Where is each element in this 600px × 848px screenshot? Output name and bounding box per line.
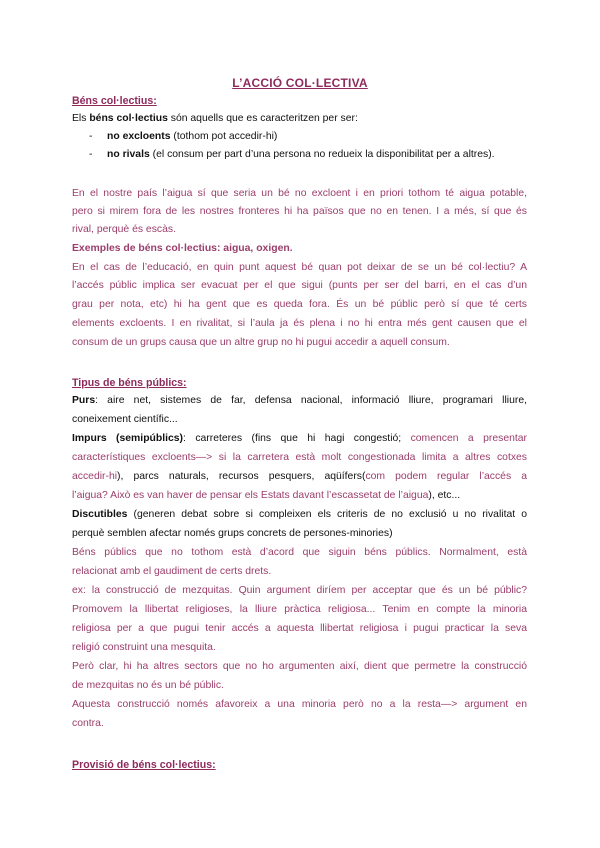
discutibles-label: Discutibles bbox=[72, 509, 128, 520]
impurs-line bbox=[72, 433, 527, 444]
bullet-text: (el consum per part d’una persona no redueix la disponibilitat per a altres). bbox=[149, 149, 495, 160]
paragraph-line: pero si mirem fora de les nostres fronteres hi ha països que no en tenen. I a més, sí que és bbox=[72, 206, 527, 217]
paragraph-line: ex: la construcció de mezquitas. Quin argument diríem per acceptar que és un bé públic? bbox=[72, 585, 527, 596]
section-heading-tipus: Tipus de béns públics: bbox=[72, 377, 187, 389]
intro-pre: Els bbox=[72, 113, 90, 124]
paragraph-line: l’accés públic implica ser evacuat per el que sigui (punts per ser del barri, en el cas d’un bbox=[72, 280, 527, 291]
impurs-text: ), etc... bbox=[428, 490, 461, 501]
paragraph-line: contra. bbox=[72, 718, 104, 729]
paragraph-line: Promovem la llibertat religioses, la lliure pràctica religiosa... Tenim en compte la minoria bbox=[72, 604, 527, 615]
impurs-text-accent: com podem regular l’accés a bbox=[365, 471, 527, 482]
paragraph-line: religió construint una mesquita. bbox=[72, 642, 216, 653]
bullet-mark: - bbox=[89, 131, 93, 142]
impurs-text: ), parcs naturals, recursos pesquers, aqüífers( bbox=[117, 471, 366, 482]
paragraph-line: relacionat amb el gaudiment de certs drets. bbox=[72, 566, 272, 577]
impurs-line-2: característiques excloents—> si la carretera està molt congestionada limita a altres cotxes bbox=[72, 452, 527, 463]
paragraph-line: Aquesta construcció només afavoreix a una minoria però no a la resta—> argument en bbox=[72, 699, 527, 710]
purs-label: Purs bbox=[72, 395, 96, 406]
bullet-bold: no rivals bbox=[107, 149, 150, 160]
bullet-item bbox=[107, 149, 495, 160]
paragraph-line: rival, perquè és escàs. bbox=[72, 224, 176, 235]
intro-bold: béns col·lectius bbox=[89, 113, 168, 124]
paragraph-line: religiosa per a que pugui tenir accés a aquesta llibertat religiosa i pugui practicar la seva bbox=[72, 623, 527, 634]
impurs-text-accent: l’aigua? Això es van haver de pensar els Estats davant l’escassetat de l’aigua bbox=[72, 490, 429, 501]
section-heading-provisio: Provisió de béns col·lectius: bbox=[72, 759, 216, 771]
purs-text: : aire net, sistemes de far, defensa nacional, informació lliure, programari lliure, bbox=[95, 395, 527, 406]
paragraph-line: En el nostre país l’aigua sí que seria un bé no excloent i en priori tothom té aigua potable, bbox=[72, 188, 527, 199]
impurs-line-3 bbox=[72, 471, 527, 482]
paragraph-line: de mezquitas no és un bé públic. bbox=[72, 680, 224, 691]
intro-line bbox=[72, 113, 358, 124]
impurs-text-accent: comencen a presentar bbox=[410, 433, 527, 444]
purs-line bbox=[72, 395, 527, 406]
bullet-bold: no excloents bbox=[107, 131, 171, 142]
paragraph-line: elements excloents. I en rivalitat, si l’aula ja és plena i no hi entra més gent causen que el bbox=[72, 318, 527, 329]
discutibles-text: (generen debat sobre si compleixen els criteris de no exclusió u no rivalitat o bbox=[127, 509, 527, 520]
impurs-label: Impurs (semipúblics) bbox=[72, 433, 184, 444]
bullet-item bbox=[107, 131, 277, 142]
paragraph-line: Béns públics que no tothom està d’acord que siguin béns públics. Normalment, està bbox=[72, 547, 527, 558]
discutibles-line bbox=[72, 509, 527, 520]
bullet-text: (tothom pot accedir-hi) bbox=[170, 131, 278, 142]
paragraph-line: consum de un grups causa que un altre grup no hi pugui accedir a aquell consum. bbox=[72, 337, 450, 348]
paragraph-line: Però clar, hi ha altres sectors que no ho argumenten així, dient que permetre la construcció bbox=[72, 661, 527, 672]
impurs-line-4 bbox=[72, 490, 460, 501]
impurs-text-accent: accedir-hi bbox=[72, 471, 118, 482]
bullet-mark: - bbox=[89, 149, 93, 160]
discutibles-line-2: perquè semblen afectar només grups concrets de persones-minories) bbox=[72, 528, 393, 539]
impurs-text: : carreteres (fins que hi hagi congestió; bbox=[183, 433, 411, 444]
section-heading-bens-collectius: Béns col·lectius: bbox=[72, 95, 157, 107]
intro-post: són aquells que es caracteritzen per ser: bbox=[167, 113, 358, 124]
examples-heading: Exemples de béns col·lectius: aigua, oxigen. bbox=[72, 243, 293, 254]
purs-line-2: coneixement científic... bbox=[72, 414, 178, 425]
paragraph-line: grau per nota, etc) hi ha gent que es queda fora. És un bé públic però sí que té certs bbox=[72, 299, 527, 310]
page-title: L’ACCIÓ COL·LECTIVA bbox=[232, 76, 368, 90]
paragraph-line: En el cas de l’educació, en quin punt aquest bé quan pot deixar de se un bé col·lectiu? A bbox=[72, 262, 527, 273]
